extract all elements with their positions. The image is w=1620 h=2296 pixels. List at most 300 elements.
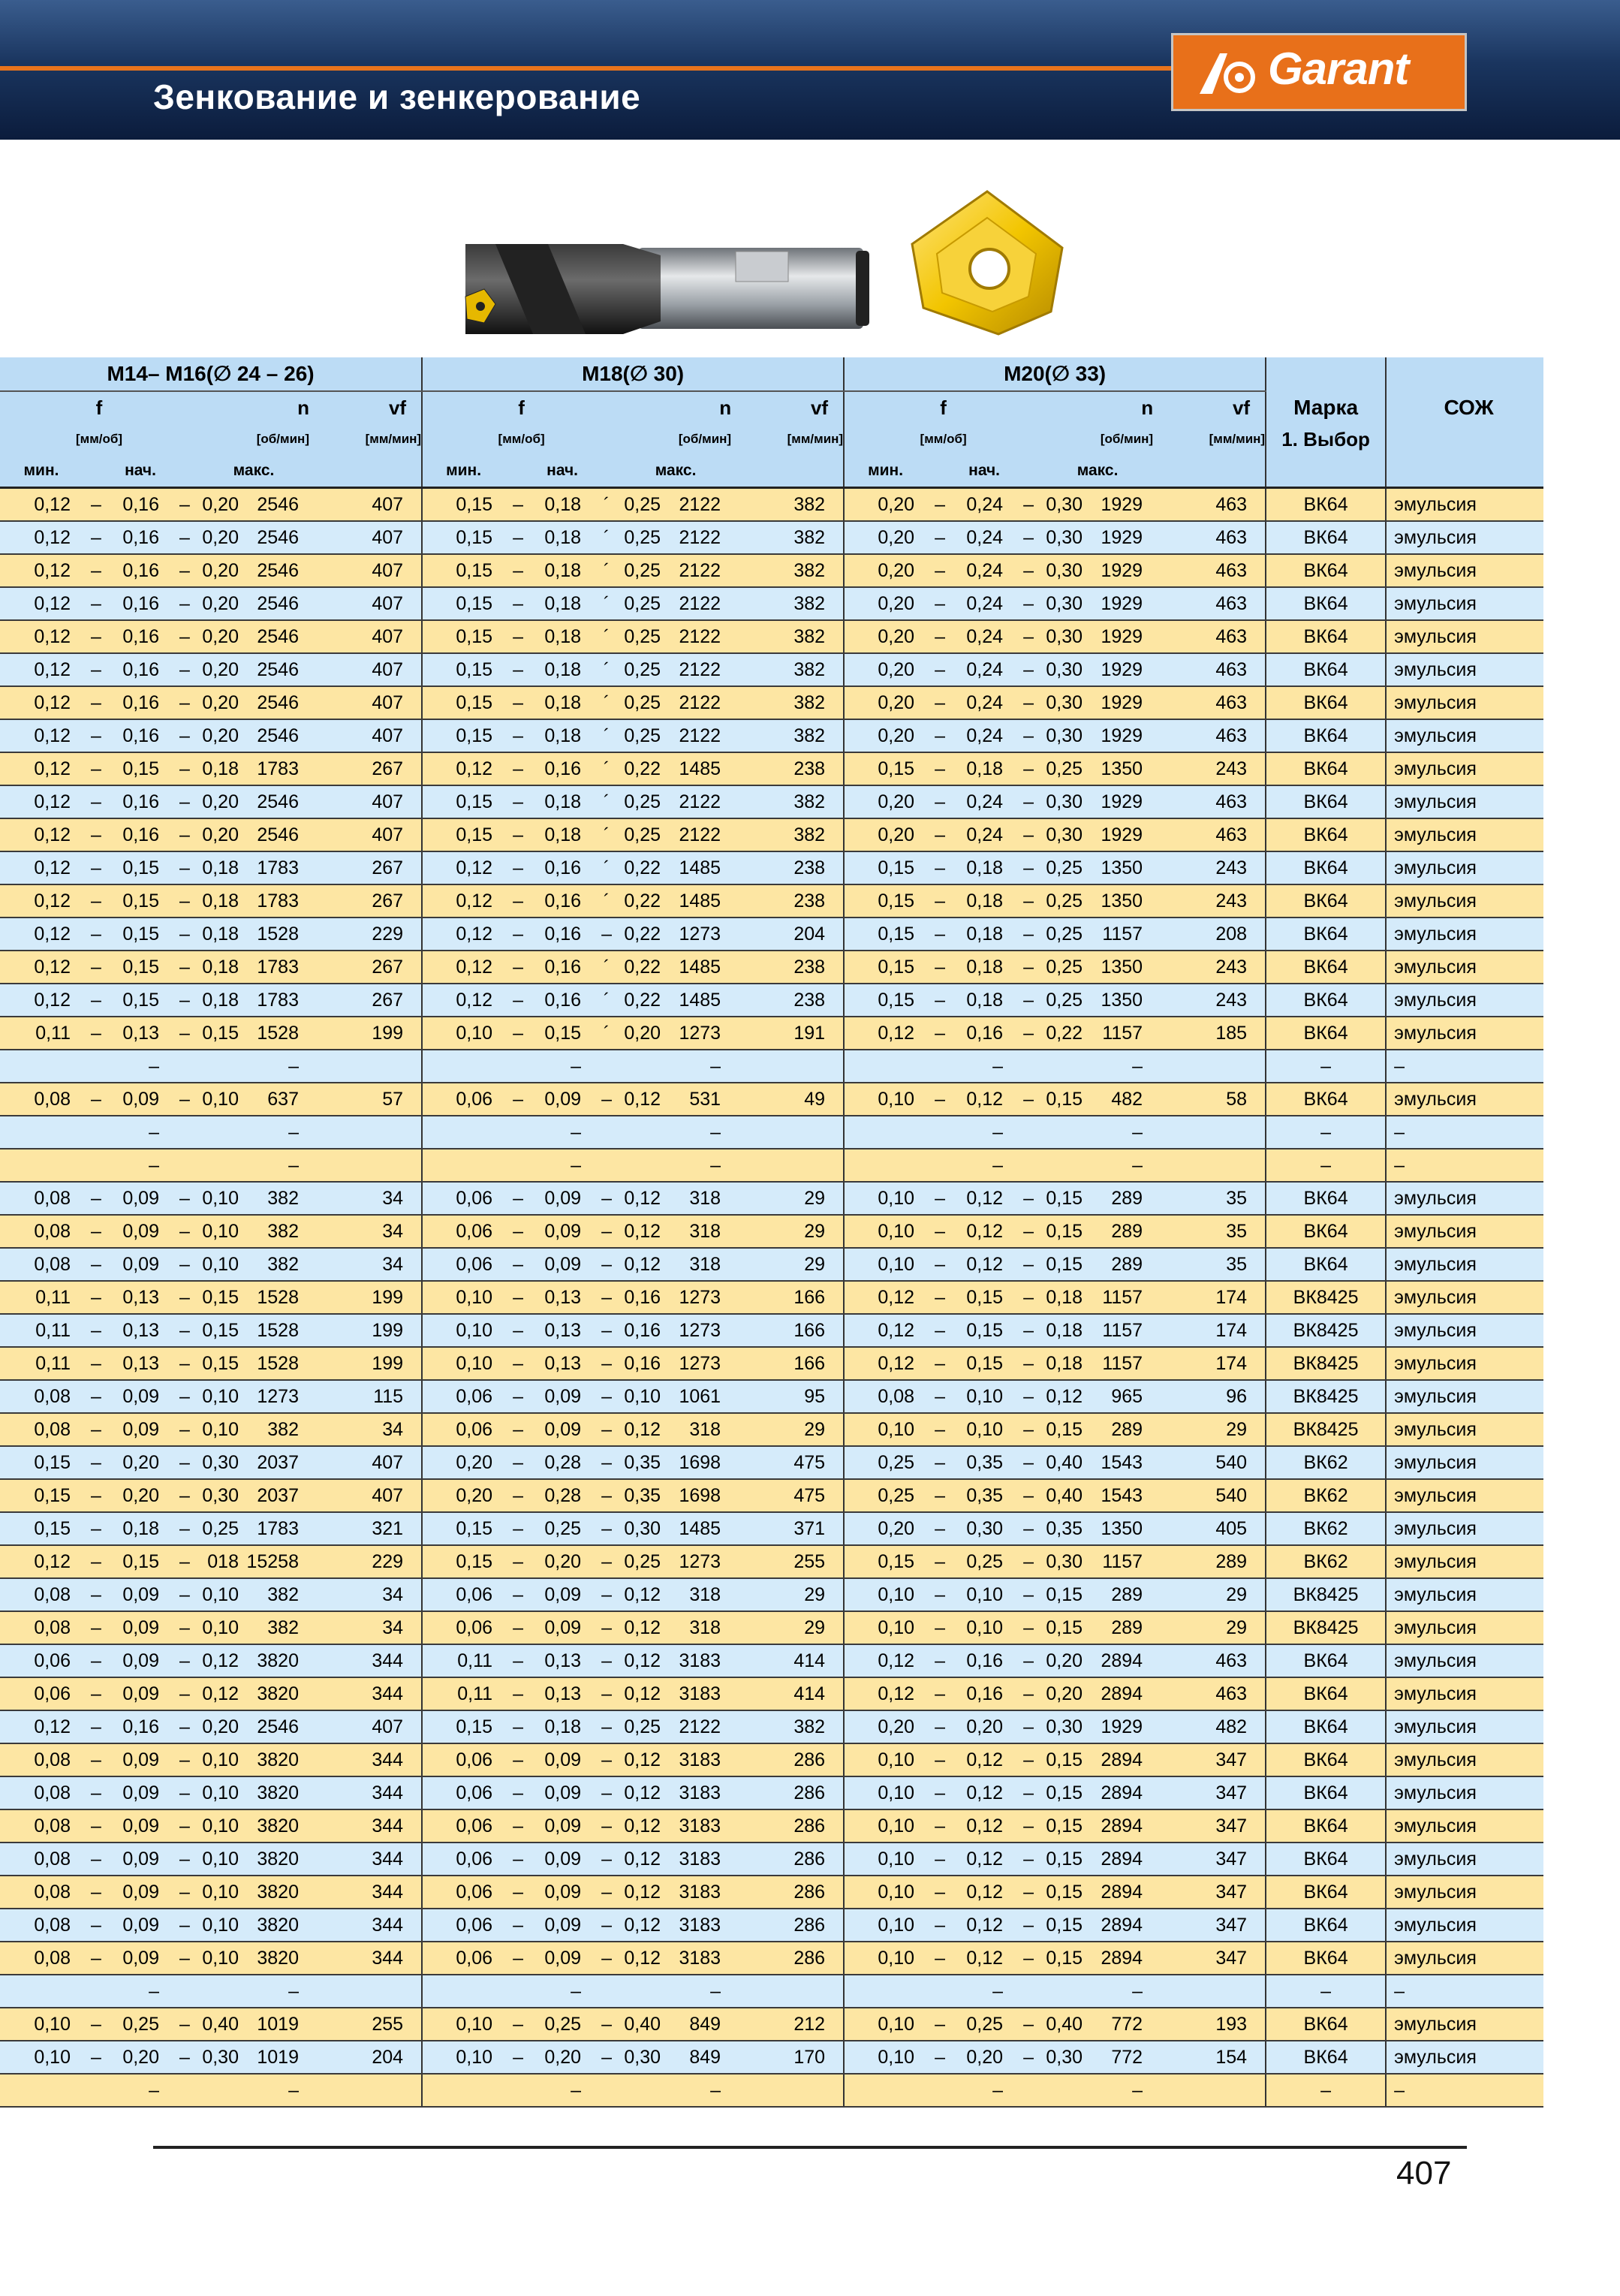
table-cell: 1273 bbox=[665, 1017, 731, 1050]
table-cell: 0,16 bbox=[110, 488, 171, 522]
table-cell: 0,18 bbox=[531, 587, 593, 620]
table-cell: 0,12 bbox=[620, 1413, 665, 1446]
table-cell: 0,16 bbox=[531, 752, 593, 785]
table-cell: 0,30 bbox=[198, 1446, 243, 1479]
table-cell bbox=[844, 2074, 926, 2107]
table-cell: 0,15 bbox=[1042, 1809, 1087, 1843]
table-cell: 0,12 bbox=[0, 884, 83, 917]
table-cell: – bbox=[926, 1876, 953, 1909]
table-row bbox=[0, 1149, 1543, 1182]
table-cell: 0,20 bbox=[953, 2041, 1015, 2074]
table-cell: – bbox=[926, 1909, 953, 1942]
table-cell: – bbox=[593, 1876, 620, 1909]
table-cell: – bbox=[504, 1182, 531, 1215]
table-cell: – bbox=[1015, 719, 1042, 752]
table-cell: – bbox=[504, 1215, 531, 1248]
table-cell: – bbox=[926, 1281, 953, 1314]
table-cell: – bbox=[504, 1710, 531, 1743]
col-vf-2: vf bbox=[731, 391, 844, 423]
table-cell: 0,09 bbox=[110, 1644, 171, 1677]
table-cell: – bbox=[926, 1942, 953, 1975]
grade-cell: ВК64 bbox=[1266, 1710, 1386, 1743]
table-cell: 0,12 bbox=[0, 587, 83, 620]
table-cell: – bbox=[593, 1083, 620, 1116]
table-cell: – bbox=[171, 1281, 198, 1314]
table-cell: – bbox=[171, 1380, 198, 1413]
table-cell: 2122 bbox=[665, 587, 731, 620]
table-cell: 0,08 bbox=[0, 1578, 83, 1611]
table-cell: – bbox=[171, 917, 198, 951]
table-cell: 0,40 bbox=[1042, 1479, 1087, 1512]
table-cell: 463 bbox=[1153, 521, 1266, 554]
logo-text: Garant bbox=[1268, 44, 1409, 94]
table-cell: 115 bbox=[309, 1380, 422, 1413]
coolant-header: СОЖ bbox=[1386, 357, 1543, 423]
table-cell: 0,22 bbox=[620, 752, 665, 785]
table-cell: – bbox=[504, 1017, 531, 1050]
table-cell: ´ bbox=[593, 951, 620, 984]
table-cell: – bbox=[504, 1512, 531, 1545]
table-cell bbox=[620, 1975, 665, 2008]
table-cell: 0,18 bbox=[198, 984, 243, 1017]
table-cell bbox=[1153, 1975, 1266, 2008]
grade-cell: ВК64 bbox=[1266, 521, 1386, 554]
table-cell: 0,10 bbox=[422, 2041, 504, 2074]
table-cell: – bbox=[593, 1909, 620, 1942]
table-cell bbox=[0, 1975, 83, 2008]
table-cell: 382 bbox=[243, 1182, 309, 1215]
table-cell: – bbox=[171, 1347, 198, 1380]
table-cell: 0,25 bbox=[620, 620, 665, 653]
table-cell: 407 bbox=[309, 620, 422, 653]
table-cell: 0,22 bbox=[620, 951, 665, 984]
coolant-cell: эмульсия bbox=[1386, 1314, 1543, 1347]
table-cell bbox=[83, 1149, 110, 1182]
table-cell: 0,06 bbox=[422, 1809, 504, 1843]
table-row bbox=[0, 1017, 1543, 1050]
table-cell: – bbox=[171, 2041, 198, 2074]
table-cell: 0,10 bbox=[198, 1380, 243, 1413]
table-cell bbox=[731, 1149, 844, 1182]
table-cell bbox=[309, 1050, 422, 1083]
table-cell: 0,09 bbox=[531, 1380, 593, 1413]
table-cell: 0,30 bbox=[1042, 719, 1087, 752]
table-cell: 34 bbox=[309, 1182, 422, 1215]
table-cell: 0,06 bbox=[422, 1611, 504, 1644]
table-cell: 2122 bbox=[665, 818, 731, 851]
table-cell: – bbox=[171, 1644, 198, 1677]
table-cell: – bbox=[83, 2041, 110, 2074]
table-cell: 34 bbox=[309, 1215, 422, 1248]
table-cell: – bbox=[1015, 851, 1042, 884]
table-cell: – bbox=[504, 719, 531, 752]
table-cell: – bbox=[83, 1843, 110, 1876]
table-cell: – bbox=[83, 1644, 110, 1677]
table-cell: 35 bbox=[1153, 1182, 1266, 1215]
table-cell: 0,18 bbox=[198, 752, 243, 785]
table-cell: – bbox=[953, 2074, 1015, 2107]
table-cell: – bbox=[1015, 1347, 1042, 1380]
table-cell: 0,08 bbox=[0, 1743, 83, 1776]
table-cell: 238 bbox=[731, 752, 844, 785]
table-cell: 0,16 bbox=[110, 785, 171, 818]
table-cell: – bbox=[83, 884, 110, 917]
table-row bbox=[0, 1281, 1543, 1314]
table-cell: 0,30 bbox=[1042, 785, 1087, 818]
table-cell: – bbox=[593, 1677, 620, 1710]
table-cell: 0,09 bbox=[531, 1776, 593, 1809]
table-cell: – bbox=[171, 752, 198, 785]
table-cell: 229 bbox=[309, 1545, 422, 1578]
coolant-cell: эмульсия bbox=[1386, 2008, 1543, 2041]
grade-cell: ВК8425 bbox=[1266, 1611, 1386, 1644]
coolant-cell: эмульсия bbox=[1386, 984, 1543, 1017]
table-cell: 0,25 bbox=[620, 554, 665, 587]
table-cell: 0,12 bbox=[198, 1677, 243, 1710]
table-cell: – bbox=[83, 1479, 110, 1512]
table-cell: 3183 bbox=[665, 1843, 731, 1876]
table-row bbox=[0, 1545, 1543, 1578]
table-cell bbox=[0, 1116, 83, 1149]
grade-cell: ВК62 bbox=[1266, 1512, 1386, 1545]
table-cell: 0,15 bbox=[422, 1545, 504, 1578]
table-cell: 382 bbox=[731, 521, 844, 554]
table-cell: 0,10 bbox=[844, 1776, 926, 1809]
table-cell: – bbox=[926, 984, 953, 1017]
table-cell: – bbox=[593, 1776, 620, 1809]
table-cell: – bbox=[171, 1843, 198, 1876]
table-cell: 0,09 bbox=[110, 1611, 171, 1644]
table-cell: 49 bbox=[731, 1083, 844, 1116]
table-cell: 344 bbox=[309, 1776, 422, 1809]
table-cell bbox=[1153, 1116, 1266, 1149]
table-cell: – bbox=[83, 1909, 110, 1942]
table-cell bbox=[731, 1050, 844, 1083]
table-cell: 0,30 bbox=[1042, 521, 1087, 554]
table-cell: – bbox=[171, 1677, 198, 1710]
table-cell: – bbox=[926, 951, 953, 984]
table-cell: 0,09 bbox=[110, 1578, 171, 1611]
table-cell: 0,18 bbox=[531, 686, 593, 719]
table-cell: 0,15 bbox=[844, 984, 926, 1017]
table-cell: – bbox=[110, 1050, 171, 1083]
table-cell: 0,30 bbox=[1042, 620, 1087, 653]
table-cell: – bbox=[83, 1446, 110, 1479]
table-cell: – bbox=[83, 1083, 110, 1116]
table-cell: – bbox=[926, 884, 953, 917]
table-cell: 0,09 bbox=[110, 1083, 171, 1116]
table-cell: 463 bbox=[1153, 620, 1266, 653]
table-cell: 0,12 bbox=[0, 686, 83, 719]
table-cell: 204 bbox=[309, 2041, 422, 2074]
table-cell: – bbox=[83, 984, 110, 1017]
table-cell: 1783 bbox=[243, 752, 309, 785]
table-cell: 0,09 bbox=[531, 1743, 593, 1776]
col-f-2: f bbox=[422, 391, 620, 423]
table-cell: – bbox=[504, 1743, 531, 1776]
table-cell: 0,25 bbox=[620, 1710, 665, 1743]
table-cell: 2122 bbox=[665, 785, 731, 818]
table-cell: – bbox=[243, 2074, 309, 2107]
table-cell: 0,18 bbox=[531, 1710, 593, 1743]
table-cell: 0,10 bbox=[844, 1909, 926, 1942]
table-cell: 0,06 bbox=[0, 1644, 83, 1677]
table-cell: – bbox=[531, 1116, 593, 1149]
table-cell: 0,18 bbox=[953, 984, 1015, 1017]
table-cell: 1929 bbox=[1087, 785, 1153, 818]
table-cell: – bbox=[83, 1942, 110, 1975]
table-cell bbox=[1015, 2074, 1042, 2107]
table-cell: 0,16 bbox=[110, 719, 171, 752]
table-cell: – bbox=[926, 1248, 953, 1281]
table-cell: – bbox=[83, 1215, 110, 1248]
table-cell: ´ bbox=[593, 653, 620, 686]
table-cell: 0,12 bbox=[0, 719, 83, 752]
table-cell: – bbox=[926, 1182, 953, 1215]
table-cell: 0,15 bbox=[844, 752, 926, 785]
table-cell: 1543 bbox=[1087, 1479, 1153, 1512]
table-cell: 29 bbox=[1153, 1578, 1266, 1611]
table-cell: 0,25 bbox=[1042, 917, 1087, 951]
table-cell: – bbox=[1015, 1611, 1042, 1644]
table-cell: 0,08 bbox=[0, 1611, 83, 1644]
table-row bbox=[0, 587, 1543, 620]
table-cell: 0,15 bbox=[1042, 1942, 1087, 1975]
coolant-cell: эмульсия bbox=[1386, 1446, 1543, 1479]
table-cell bbox=[844, 1149, 926, 1182]
table-cell: 347 bbox=[1153, 1776, 1266, 1809]
table-cell: 2122 bbox=[665, 620, 731, 653]
table-cell: – bbox=[1015, 1876, 1042, 1909]
table-cell: 0,12 bbox=[0, 554, 83, 587]
table-cell: – bbox=[83, 818, 110, 851]
table-cell: 463 bbox=[1153, 653, 1266, 686]
table-cell: 0,25 bbox=[844, 1479, 926, 1512]
table-cell: – bbox=[171, 1017, 198, 1050]
sub-min-1: мин. bbox=[0, 455, 83, 488]
table-cell: 0,10 bbox=[198, 1578, 243, 1611]
grade-cell: ВК62 bbox=[1266, 1545, 1386, 1578]
table-cell: 289 bbox=[1153, 1545, 1266, 1578]
table-cell: 0,12 bbox=[1042, 1380, 1087, 1413]
table-cell: – bbox=[926, 785, 953, 818]
table-cell: 0,12 bbox=[0, 851, 83, 884]
table-cell: 0,12 bbox=[620, 1248, 665, 1281]
table-cell: – bbox=[1015, 1776, 1042, 1809]
table-cell: 1783 bbox=[243, 1512, 309, 1545]
table-cell: – bbox=[83, 1413, 110, 1446]
table-cell: – bbox=[1015, 1182, 1042, 1215]
table-cell: 0,12 bbox=[953, 1743, 1015, 1776]
table-cell: 0,16 bbox=[110, 686, 171, 719]
table-cell: 0,20 bbox=[844, 818, 926, 851]
coolant-cell: эмульсия bbox=[1386, 951, 1543, 984]
table-cell: – bbox=[504, 917, 531, 951]
table-cell: – bbox=[926, 851, 953, 884]
group-header-m20: M20(∅ 33) bbox=[844, 357, 1266, 391]
table-cell: 0,11 bbox=[0, 1281, 83, 1314]
table-cell: 0,15 bbox=[422, 1512, 504, 1545]
table-cell: 0,12 bbox=[953, 1909, 1015, 1942]
table-cell: 0,15 bbox=[422, 620, 504, 653]
coolant-cell: эмульсия bbox=[1386, 1809, 1543, 1843]
table-cell: 1157 bbox=[1087, 917, 1153, 951]
table-cell: ´ bbox=[593, 488, 620, 522]
table-cell: 407 bbox=[309, 587, 422, 620]
grade-cell: – bbox=[1266, 1149, 1386, 1182]
table-cell: 1350 bbox=[1087, 984, 1153, 1017]
table-cell: 1783 bbox=[243, 851, 309, 884]
table-cell: 238 bbox=[731, 884, 844, 917]
table-cell: 0,10 bbox=[198, 1809, 243, 1843]
table-cell bbox=[83, 2074, 110, 2107]
table-cell: 407 bbox=[309, 1446, 422, 1479]
table-cell: 0,10 bbox=[198, 1611, 243, 1644]
table-cell: ´ bbox=[593, 884, 620, 917]
table-cell: – bbox=[1015, 1909, 1042, 1942]
table-cell: 1157 bbox=[1087, 1017, 1153, 1050]
table-cell: 531 bbox=[665, 1083, 731, 1116]
table-cell: 1783 bbox=[243, 984, 309, 1017]
table-cell bbox=[422, 1050, 504, 1083]
coolant-cell: эмульсия bbox=[1386, 620, 1543, 653]
grade-cell: – bbox=[1266, 1116, 1386, 1149]
table-cell: – bbox=[504, 752, 531, 785]
table-row bbox=[0, 554, 1543, 587]
table-cell: – bbox=[1015, 1215, 1042, 1248]
table-cell: 0,09 bbox=[531, 1083, 593, 1116]
coolant-cell: эмульсия bbox=[1386, 1743, 1543, 1776]
table-cell: 2122 bbox=[665, 653, 731, 686]
table-cell: 0,18 bbox=[531, 719, 593, 752]
table-cell: 0,25 bbox=[620, 488, 665, 522]
table-cell: – bbox=[926, 521, 953, 554]
table-cell: 0,16 bbox=[953, 1677, 1015, 1710]
table-cell: 0,20 bbox=[844, 1710, 926, 1743]
table-cell: 463 bbox=[1153, 1644, 1266, 1677]
table-cell: 0,16 bbox=[620, 1281, 665, 1314]
table-cell: – bbox=[171, 554, 198, 587]
table-cell: 2546 bbox=[243, 587, 309, 620]
table-cell: 1350 bbox=[1087, 752, 1153, 785]
table-cell: 344 bbox=[309, 1644, 422, 1677]
table-cell: 0,25 bbox=[620, 785, 665, 818]
table-row bbox=[0, 1975, 1543, 2008]
table-cell: 0,10 bbox=[198, 1413, 243, 1446]
coolant-cell: – bbox=[1386, 1050, 1543, 1083]
table-cell: – bbox=[504, 1248, 531, 1281]
table-cell: 0,15 bbox=[531, 1017, 593, 1050]
table-cell: 0,10 bbox=[844, 1578, 926, 1611]
table-cell: – bbox=[926, 752, 953, 785]
table-cell: 540 bbox=[1153, 1446, 1266, 1479]
table-cell bbox=[309, 1149, 422, 1182]
table-cell: 154 bbox=[1153, 2041, 1266, 2074]
coolant-cell: эмульсия bbox=[1386, 1909, 1543, 1942]
table-cell: 0,22 bbox=[620, 984, 665, 1017]
table-cell: 34 bbox=[309, 1413, 422, 1446]
table-cell: 3183 bbox=[665, 1876, 731, 1909]
table-cell: 0,15 bbox=[1042, 1083, 1087, 1116]
table-cell: 0,18 bbox=[198, 951, 243, 984]
page-title: Зенкование и зенкерование bbox=[153, 77, 641, 116]
table-cell: 0,18 bbox=[1042, 1314, 1087, 1347]
table-cell: 286 bbox=[731, 1809, 844, 1843]
table-cell: – bbox=[83, 1248, 110, 1281]
table-cell: – bbox=[83, 719, 110, 752]
coolant-cell: – bbox=[1386, 1975, 1543, 2008]
table-row bbox=[0, 620, 1543, 653]
table-cell: 1350 bbox=[1087, 1512, 1153, 1545]
grade-cell: ВК8425 bbox=[1266, 1347, 1386, 1380]
table-cell: 0,20 bbox=[198, 719, 243, 752]
table-cell: 0,10 bbox=[844, 2008, 926, 2041]
table-cell: 0,13 bbox=[531, 1644, 593, 1677]
grade-cell: ВК64 bbox=[1266, 1182, 1386, 1215]
table-cell: 34 bbox=[309, 1611, 422, 1644]
table-cell: – bbox=[926, 1677, 953, 1710]
table-row bbox=[0, 1942, 1543, 1975]
table-cell: 0,18 bbox=[531, 554, 593, 587]
table-cell: 0,40 bbox=[1042, 2008, 1087, 2041]
table-cell: 0,24 bbox=[953, 719, 1015, 752]
table-cell bbox=[504, 1149, 531, 1182]
table-cell: 347 bbox=[1153, 1942, 1266, 1975]
table-cell: 34 bbox=[309, 1248, 422, 1281]
table-cell: 29 bbox=[731, 1248, 844, 1281]
table-cell: 0,20 bbox=[844, 785, 926, 818]
cutting-data-table bbox=[0, 357, 1543, 2108]
table-cell: 0,18 bbox=[1042, 1347, 1087, 1380]
grade-cell: ВК8425 bbox=[1266, 1380, 1386, 1413]
table-cell: 29 bbox=[731, 1413, 844, 1446]
table-row bbox=[0, 2008, 1543, 2041]
table-cell: 2122 bbox=[665, 488, 731, 522]
table-cell: – bbox=[1015, 951, 1042, 984]
table-cell: 407 bbox=[309, 653, 422, 686]
table-cell: 243 bbox=[1153, 984, 1266, 1017]
table-cell: – bbox=[504, 1909, 531, 1942]
table-cell: – bbox=[593, 1380, 620, 1413]
table-cell: 407 bbox=[309, 818, 422, 851]
table-cell: 463 bbox=[1153, 554, 1266, 587]
table-cell: 1929 bbox=[1087, 719, 1153, 752]
table-cell: 0,10 bbox=[0, 2008, 83, 2041]
table-cell: 382 bbox=[731, 785, 844, 818]
table-cell: 0,15 bbox=[422, 785, 504, 818]
table-cell: – bbox=[171, 1446, 198, 1479]
table-cell: ´ bbox=[593, 554, 620, 587]
grade-cell: ВК64 bbox=[1266, 620, 1386, 653]
table-cell: 0,10 bbox=[844, 1942, 926, 1975]
table-cell: 0,15 bbox=[953, 1314, 1015, 1347]
table-cell: – bbox=[593, 2008, 620, 2041]
sub-maks-2: макс. bbox=[620, 455, 731, 488]
table-cell: – bbox=[1015, 1578, 1042, 1611]
table-cell bbox=[731, 1116, 844, 1149]
grade-cell: ВК64 bbox=[1266, 917, 1386, 951]
table-cell: 0,06 bbox=[422, 1578, 504, 1611]
table-cell: 170 bbox=[731, 2041, 844, 2074]
table-cell: 0,22 bbox=[1042, 1017, 1087, 1050]
table-cell: – bbox=[926, 2041, 953, 2074]
coolant-cell: эмульсия bbox=[1386, 521, 1543, 554]
table-cell bbox=[1042, 1050, 1087, 1083]
table-cell: 0,25 bbox=[620, 818, 665, 851]
table-cell: 0,25 bbox=[531, 2008, 593, 2041]
table-cell: 2546 bbox=[243, 686, 309, 719]
table-cell: 0,10 bbox=[844, 1809, 926, 1843]
